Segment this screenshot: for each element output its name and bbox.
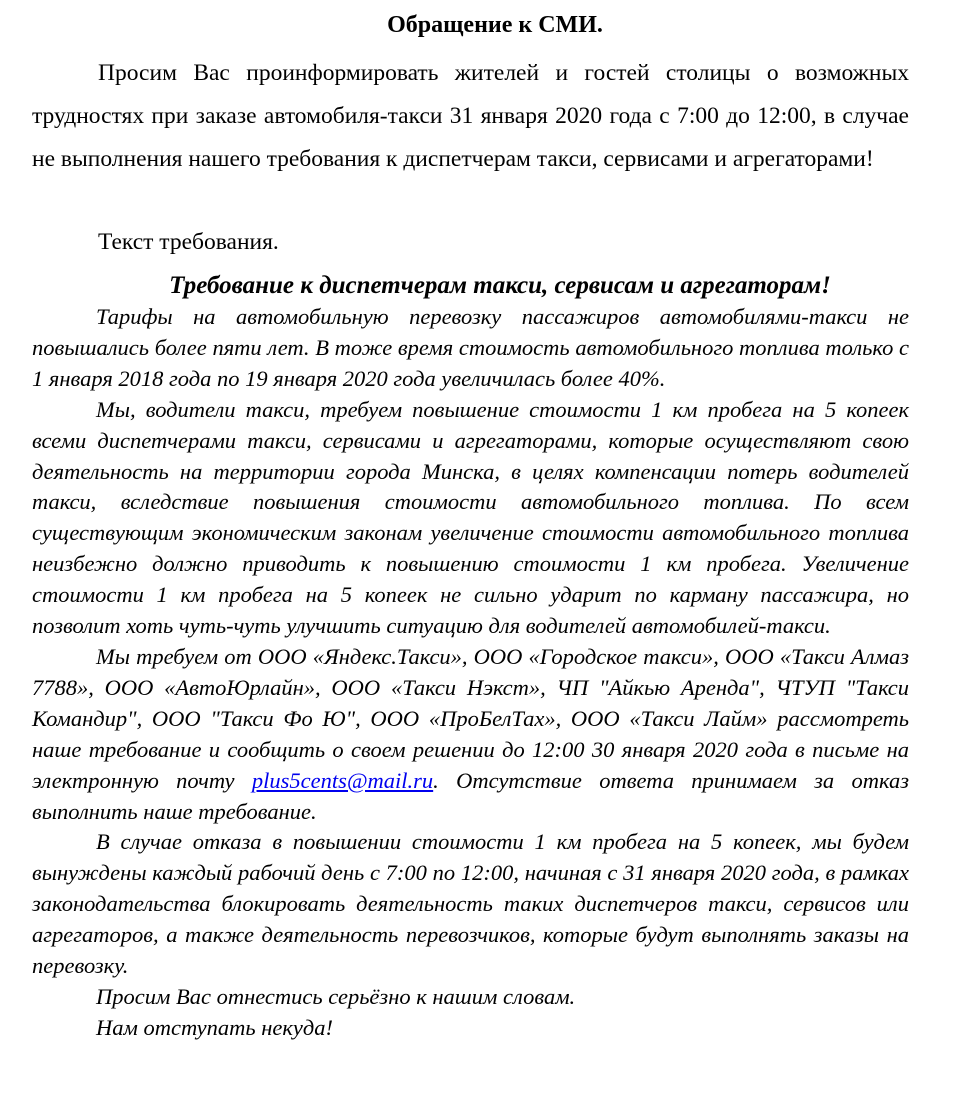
requirement-heading: Требование к диспетчерам такси, сервисам и агрегаторам!	[169, 272, 831, 299]
intro-paragraph: Просим Вас проинформировать жителей и гостей столицы о возможных трудностях при заказе автомобиля-такси 31 января 2020 года с 7:00 до 12:00, в случае не выполнения нашего требования к диспетчерам такси, сервисами и агрегаторами!	[32, 60, 909, 172]
demand-text-after-email: . Отсутствие ответа принимаем за отказ выполнить наше требование.	[32, 767, 909, 824]
closing-line-1: Просим Вас отнестись серьёзно к нашим словам.	[96, 983, 576, 1009]
refusal-paragraph: В случае отказа в повышении стоимости 1 км пробега на 5 копеек, мы будем вынуждены каждый рабочий день с 7:00 по 12:00, начиная с 31 января 2020 года, в рамках законодательства блокировать деятельность таких диспетчеров такси, сервисов или агрегаторов, а также деятельность перевозчиков, которые будут выполнять заказы на перевозку.	[32, 829, 909, 979]
document-title: Обращение к СМИ.	[387, 12, 603, 38]
companies-demand-paragraph	[32, 642, 909, 827]
closing-line-2: Нам отступать некуда!	[96, 1014, 333, 1040]
tariffs-paragraph: Тарифы на автомобильную перевозку пассажиров автомобилями-такси не повышались более пяти лет. В тоже время стоимость автомобильного топлива только с 1 января 2018 года по 19 января 2020 года увеличилась более 40%.	[32, 304, 909, 391]
email-link[interactable]: plus5cents@mail.ru	[251, 767, 434, 793]
demand-text-before-email: Мы требуем от ООО «Яндекс.Такси», ООО «Городское такси», ООО «Такси Алмаз 7788», ООО «АвтоЮрлайн», ООО «Такси Нэкст», ЧП "Айкью Аренда", ЧТУП "Такси Командир", ООО "Такси Фо Ю", ООО «ПроБелТах», ООО «Такси Лайм» рассмотреть наше требование и сообщить о своем решении до 12:00 30 января 2020 года в письме на электронную почту	[32, 643, 909, 793]
requirement-body	[32, 302, 909, 1044]
requirement-label: Текст требования.	[98, 229, 279, 255]
drivers-demand-paragraph: Мы, водители такси, требуем повышение стоимости 1 км пробега на 5 копеек всеми диспетчерами такси, сервисами и агрегаторами, которые осуществляют свою деятельность на территории города Минска, в целях компенсации потерь водителей такси, вследствие повышения стоимости автомобильного топлива. По всем существующим экономическим законам увеличение стоимости автомобильного топлива неизбежно должно приводить к повышению стоимости 1 км пробега. Увеличение стоимости 1 км пробега на 5 копеек не сильно ударит по карману пассажира, но позволит хоть чуть-чуть улучшить ситуацию для водителей автомобилей-такси.	[32, 396, 909, 639]
